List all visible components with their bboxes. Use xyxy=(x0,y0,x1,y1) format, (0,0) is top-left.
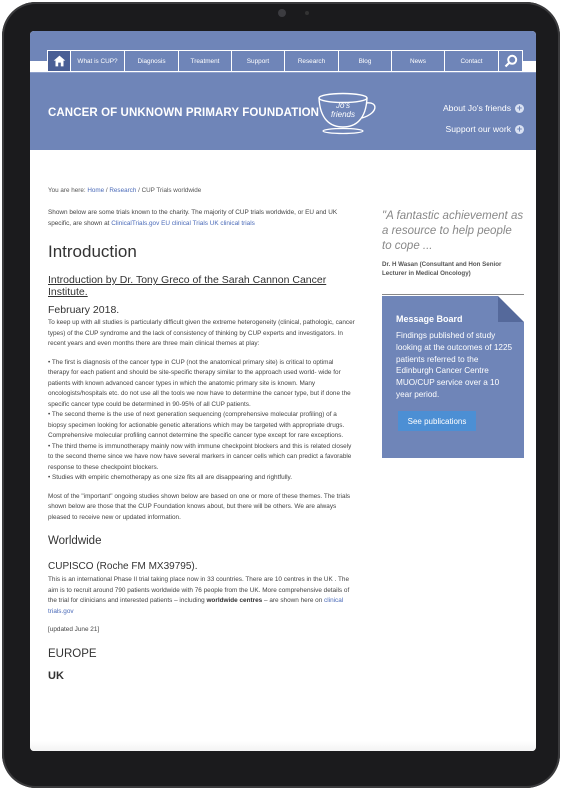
logo-text xyxy=(326,101,360,119)
cupisco-paragraph xyxy=(48,575,356,617)
cupisco-bold: worldwide centres xyxy=(206,597,263,604)
nav-news[interactable]: News xyxy=(392,50,445,72)
uk-trials-link[interactable]: UK clinical trials xyxy=(209,219,255,227)
updated-note: [updated June 21] xyxy=(48,626,100,633)
author-line1: Dr. H Wasan (Consultant and Hon Senior xyxy=(382,261,502,268)
uk-heading: UK xyxy=(48,669,64,682)
europe-heading: EUROPE xyxy=(48,647,97,660)
message-board xyxy=(382,296,524,458)
theme-two: • The second theme is the use of next generation sequencing (comprehensive molecular profiling) of a biopsy specimen looking for actionable genetic alterations which may be targeted with appropriate drugs. Comprehensive molecular profiling cannot determine the specific cancer type except for rare exceptions. xyxy=(48,411,345,439)
plus-icon: + xyxy=(516,123,523,134)
logo-text-line2: friends xyxy=(330,110,355,119)
page-title: Introduction xyxy=(48,242,137,261)
testimonial xyxy=(382,209,524,295)
nav-research[interactable]: Research xyxy=(285,50,339,72)
browser-screen xyxy=(30,31,536,751)
home-button[interactable] xyxy=(47,50,71,72)
search-button[interactable] xyxy=(499,50,523,72)
testimonial-quote: "A fantastic achievement as a resource to help people to cope ... xyxy=(382,210,524,252)
tablet-frame xyxy=(2,2,560,788)
eu-trials-link[interactable]: EU clinical Trials xyxy=(161,219,208,227)
breadcrumb-home[interactable]: Home xyxy=(87,187,105,194)
breadcrumb xyxy=(48,187,356,194)
worldwide-heading: Worldwide xyxy=(48,535,102,547)
studies-paragraph: Most of the "important" ongoing studies shown below are based on one or more of these themes. The trials shown below are those that the CUP Foundation knows about, but there will be others. We are always pleased to receive new or updated information. xyxy=(48,492,351,521)
cupisco-after: – are shown here on xyxy=(264,597,323,604)
breadcrumb-sep: / xyxy=(138,187,140,194)
intro-subheading-link[interactable]: Introduction by Dr. Tony Greco of the Sarah Cannon Cancer Institute. xyxy=(48,274,327,298)
see-publications-button[interactable]: See publications xyxy=(398,411,476,431)
intro-date: February 2018. xyxy=(48,304,120,316)
intro-note xyxy=(48,208,356,229)
main-nav xyxy=(47,50,523,72)
support-our-work-link[interactable] xyxy=(446,124,524,134)
cupisco-text: This is an international Phase II trial taking place now in 33 countries. There are 10 centres in the UK . The aim is to recruit around 790 patients worldwide with 76 people from the UK. More comprehensive details of the trial for clinicians and interested patients – including xyxy=(48,576,350,604)
logo-text-line1: Jo's xyxy=(336,101,350,110)
author-line2: Lecturer in Medical Oncology) xyxy=(382,270,471,277)
camera-icon xyxy=(278,9,286,17)
scroll-fade xyxy=(30,741,536,751)
about-link-label: About Jo's friends xyxy=(442,103,511,113)
nav-diagnosis[interactable]: Diagnosis xyxy=(125,50,179,72)
folded-corner-icon xyxy=(498,296,524,322)
clinical-trials-gov-link[interactable]: clinical trials.gov xyxy=(48,597,344,615)
sensor-icon xyxy=(305,11,309,15)
divider xyxy=(382,294,524,295)
message-board-title: Message Board xyxy=(396,314,463,324)
home-icon xyxy=(53,55,66,67)
theme-four: • Studies with empiric chemotherapy as one size fits all are disappearing and rightfully. xyxy=(48,474,293,481)
nav-what-is-cup[interactable]: What is CUP? xyxy=(71,50,125,72)
nav-treatment[interactable]: Treatment xyxy=(179,50,232,72)
site-title[interactable]: CANCER OF UNKNOWN PRIMARY FOUNDATION xyxy=(48,107,320,119)
site-banner xyxy=(30,72,536,150)
plus-icon: + xyxy=(516,102,523,113)
theme-three: • The third theme is immunotherapy mainly now with immune checkpoint blockers and this is related closely to the second theme since we have now have several markers in cancer cells which can predict a favorable response to these checkpoint blockers. xyxy=(48,442,352,471)
breadcrumb-sep: / xyxy=(105,187,108,194)
nav-blog[interactable]: Blog xyxy=(339,50,392,72)
nav-contact[interactable]: Contact xyxy=(445,50,499,72)
testimonial-author xyxy=(382,260,524,278)
main-content xyxy=(48,187,356,682)
search-icon xyxy=(504,54,518,68)
about-jos-friends-link[interactable] xyxy=(443,103,524,113)
support-link-label: Support our work xyxy=(445,124,511,134)
breadcrumb-research[interactable]: Research xyxy=(109,187,137,194)
theme-one: • The first is diagnosis of the cancer type in CUP (not the anatomical primary site) is critical to optimal therapy for each patient and should be site-specific therapy similar to the approach used world- wide for patients with known advanced cancer types in which the anatomic primary site is known. Many oncologists/hospitals etc. do not use all the tools we now have to determine the cancer type, but if done the specific cancer type could be determined in 90-95% of all CUP patients. xyxy=(48,358,351,408)
nav-support[interactable]: Support xyxy=(232,50,285,72)
breadcrumb-prefix: You are here: xyxy=(48,187,86,194)
intro-note-text: Shown below are some trials known to the charity. The majority of CUP trials worldwide, or EU and UK specific, are shown at xyxy=(48,209,338,227)
clinicaltrials-link[interactable]: ClinicalTrials.gov xyxy=(111,219,160,227)
intro-paragraph: To keep up with all studies is particularly difficult given the extreme heterogeneity (clinical, pathologic, cancer types) of the CUP syndrome and the lack of consistency of thinking by CUP experts and investigators. In recent years and even months there are three main clinical themes at play: xyxy=(48,319,355,347)
message-board-body: Findings published of study looking at the outcomes of 1225 patients referred to the Edinburgh Cancer Centre MUO/CUP service over a 10 year period. xyxy=(396,331,513,399)
breadcrumb-current: CUP Trials worldwide xyxy=(141,187,202,194)
cupisco-heading: CUPISCO (Roche FM MX39795). xyxy=(48,561,198,572)
